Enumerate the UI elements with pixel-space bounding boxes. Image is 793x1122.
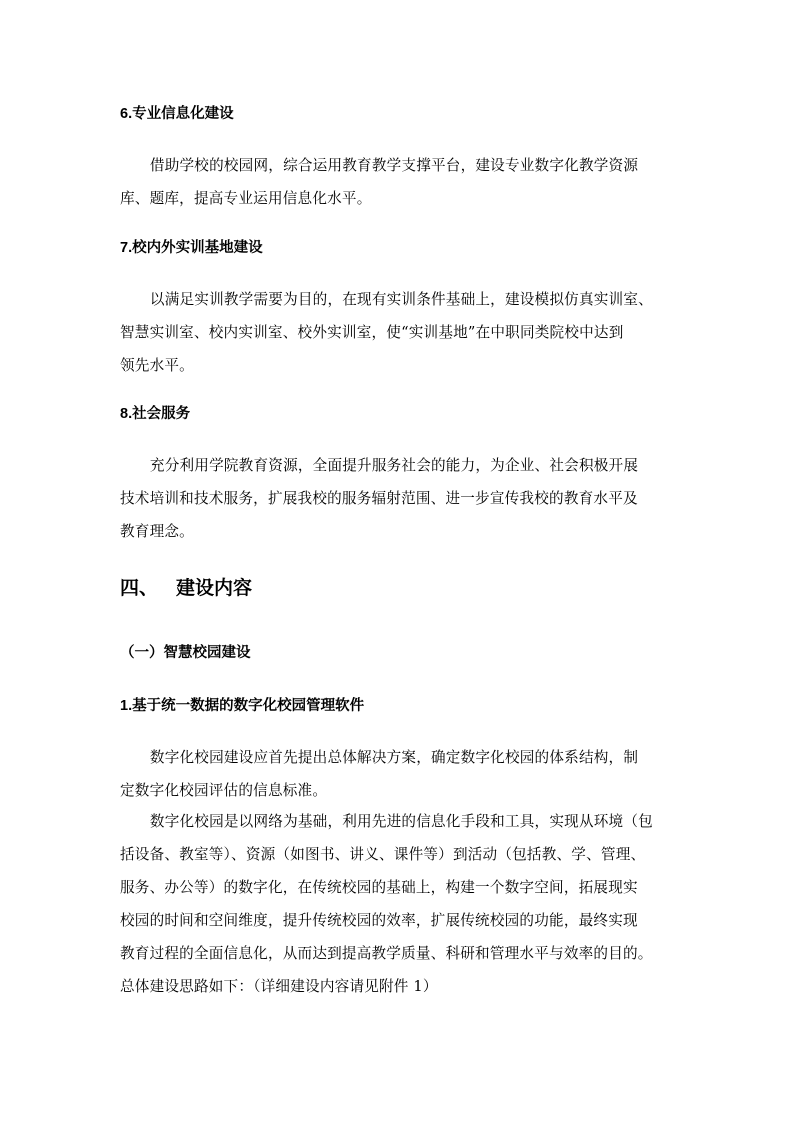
section-6-paragraph [120, 149, 675, 215]
paragraph-line: 校园的时间和空间维度，提升传统校园的效率，扩展传统校园的功能，最终实现 [120, 912, 638, 929]
paragraph-line: 教育理念。 [120, 523, 194, 540]
paragraph-line: 以满足实训教学需要为目的，在现有实训条件基础上，建设模拟仿真实训室、 [149, 291, 653, 308]
item-heading-1: 1.基于统一数据的数字化校园管理软件 [120, 698, 365, 714]
section-heading-6: 6.专业信息化建设 [120, 106, 234, 122]
paragraph-line: 服务、办公等）的数字化，在传统校园的基础上，构建一个数字空间，拓展现实 [120, 879, 638, 896]
paragraph-line: 领先水平。 [120, 357, 194, 374]
item-1-paragraph-1 [120, 741, 675, 807]
chapter-title: 建设内容 [176, 578, 253, 599]
paragraph-line: 库、题库，提高专业运用信息化水平。 [120, 190, 372, 207]
paragraph-line: 技术培训和技术服务，扩展我校的服务辐射范围、进一步宣传我校的教育水平及 [120, 490, 638, 507]
item-1-paragraph-2 [120, 805, 675, 1003]
subsection-heading: （一）智慧校园建设 [120, 645, 251, 661]
paragraph-line: 定数字化校园评估的信息标准。 [120, 782, 328, 799]
paragraph-line: 总体建设思路如下：（详细建设内容请见附件 1） [120, 978, 438, 995]
section-heading-7: 7.校内外实训基地建设 [120, 240, 263, 256]
paragraph-line: 教育过程的全面信息化，从而达到提高教学质量、科研和管理水平与效率的目的。 [120, 945, 653, 962]
chapter-heading [120, 576, 252, 602]
section-heading-8: 8.社会服务 [120, 406, 191, 422]
paragraph-line: 括设备、教室等）、资源（如图书、讲义、课件等）到活动（包括教、学、管理、 [120, 846, 646, 863]
section-7-paragraph [120, 283, 675, 382]
paragraph-line: 借助学校的校园网，综合运用教育教学支撑平台，建设专业数字化教学资源 [149, 157, 639, 174]
paragraph-line: 智慧实训室、校内实训室、校外实训室，使“实训基地”在中职同类院校中达到 [120, 324, 624, 341]
paragraph-line: 数字化校园是以网络为基础，利用先进的信息化手段和工具，实现从环境（包 [149, 813, 653, 830]
chapter-number: 四、 [120, 578, 159, 599]
section-8-paragraph [120, 449, 675, 548]
paragraph-line: 数字化校园建设应首先提出总体解决方案，确定数字化校园的体系结构，制 [149, 749, 639, 766]
paragraph-line: 充分利用学院教育资源，全面提升服务社会的能力，为企业、社会积极开展 [149, 457, 639, 474]
